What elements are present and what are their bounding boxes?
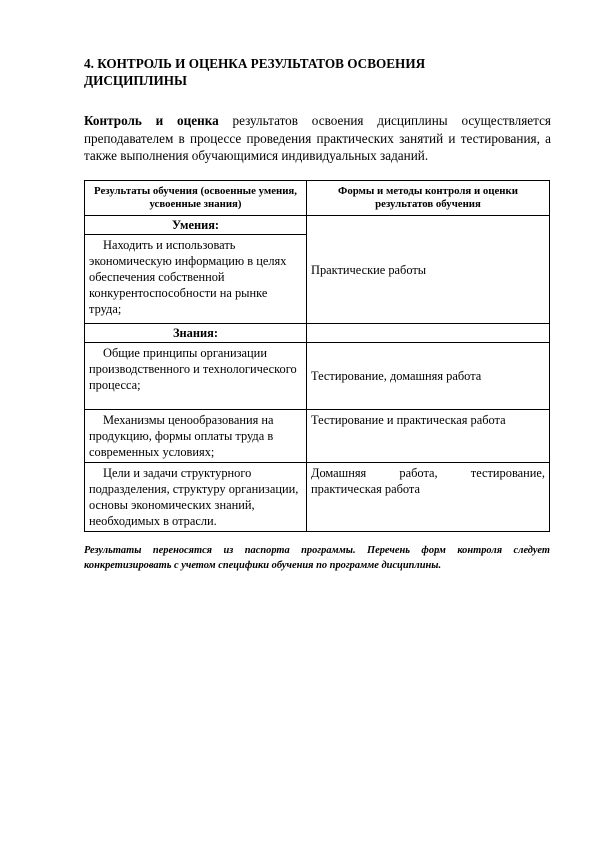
intro-lead: Контроль и оценка [84,113,219,128]
result-cell: Цели и задачи структурного подразделения, структуру организации, основы экономических знаний, необходимых в отрасли. [85,463,307,532]
method-cell: Домашняя работа, тестирование, практическая работа [307,463,550,532]
table-row [85,410,550,463]
header-methods: Формы и методы контроля и оценки результатов обучения [307,181,550,216]
table-row [85,463,550,532]
header-results: Результаты обучения (освоенные умения, усвоенные знания) [85,181,307,216]
method-cell: Практические работы [307,216,550,324]
empty-cell [307,324,550,343]
method-cell: Тестирование и практическая работа [307,410,550,463]
section-heading: 4. КОНТРОЛЬ И ОЦЕНКА РЕЗУЛЬТАТОВ ОСВОЕНИЯ ДИСЦИПЛИНЫ [84,56,426,88]
result-cell: Механизмы ценообразования на продукцию, формы оплаты труда в современных условиях; [85,410,307,463]
section-row-skills [85,216,550,235]
table-header-row [85,181,550,216]
method-cell: Тестирование, домашняя работа [307,343,550,410]
intro-paragraph [84,112,551,165]
section-label-knowledge: Знания: [85,324,307,343]
results-table [84,180,550,532]
table-row [85,343,550,410]
footnote: Результаты переносятся из паспорта программы. Перечень форм контроля следует конкретизировать с учетом специфики обучения по программе дисциплины. [84,545,550,571]
intro-text: результатов освоения дисциплины осуществляется преподавателем в процессе проведения практических занятий и тестирования, а также выполнения обучающимися индивидуальных заданий. [84,113,551,163]
result-cell: Общие принципы организации производственного и технологического процесса; [85,343,307,410]
section-label-skills: Умения: [85,216,307,235]
section-row-knowledge [85,324,550,343]
result-cell: Находить и использовать экономическую информацию в целях обеспечения собственной конкурентоспособности на рынке труда; [85,235,307,324]
